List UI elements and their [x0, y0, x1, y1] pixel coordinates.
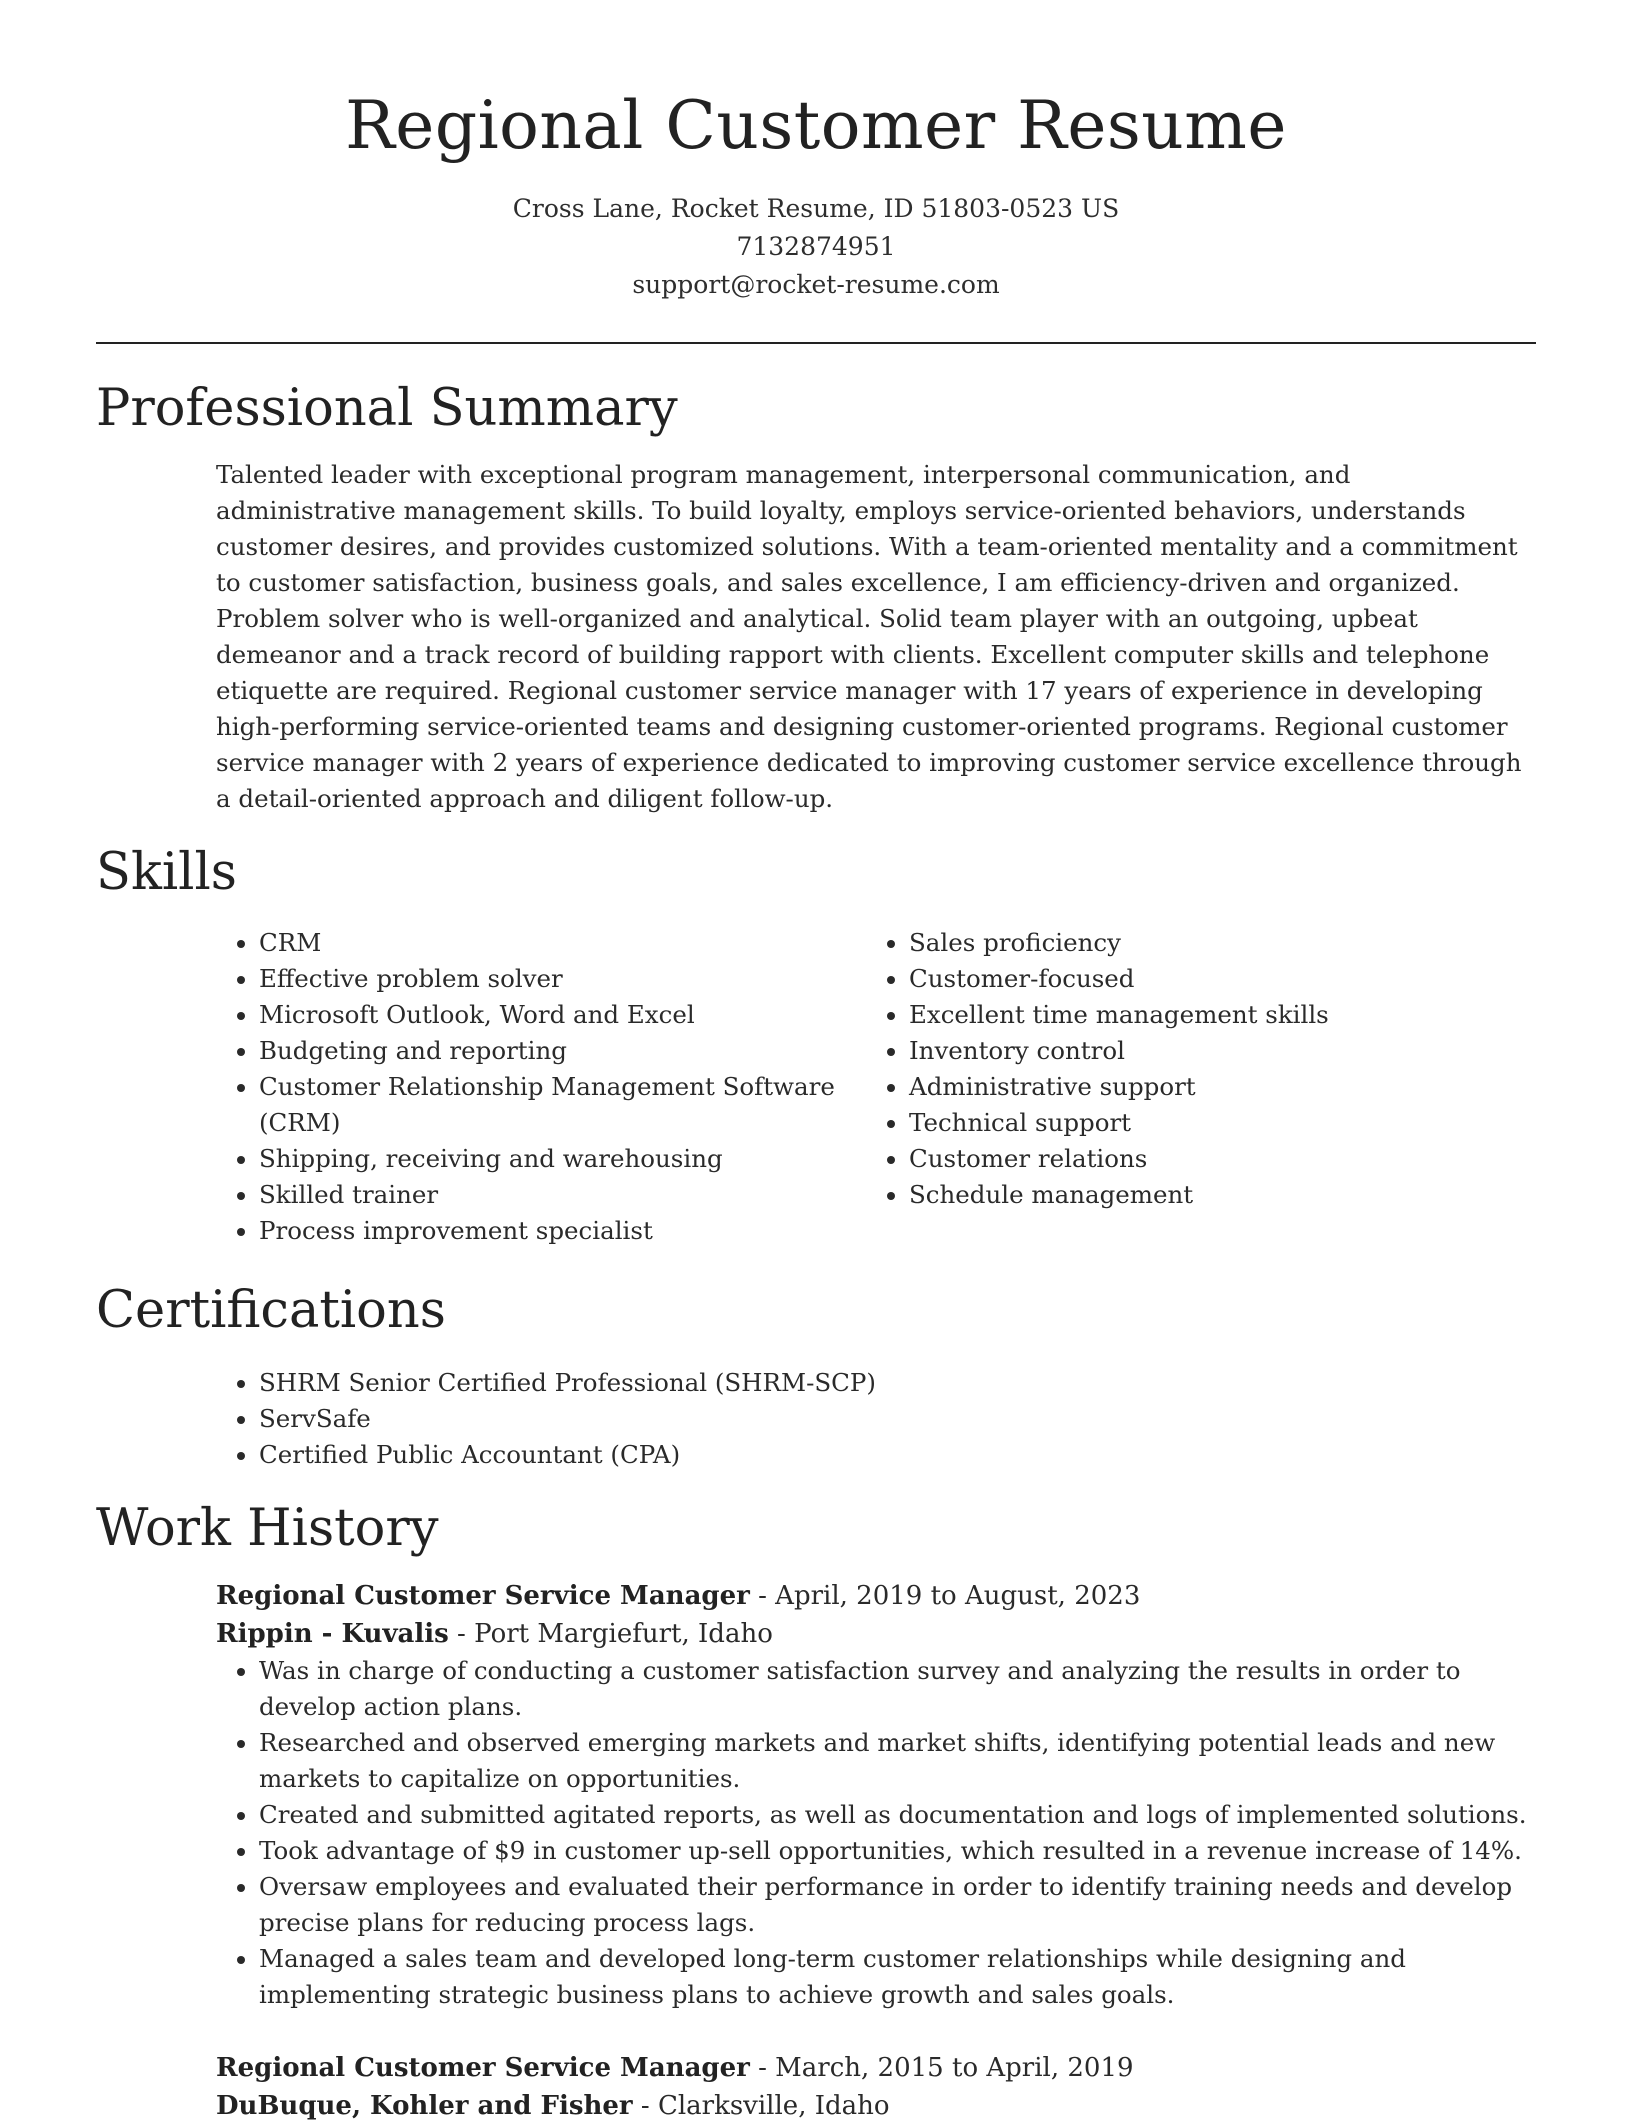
header-divider	[96, 342, 1536, 344]
responsibility-item: • Took advantage of $9 in customer up-sell opportunities, which resulted in a revenue increase of 14%.	[259, 1833, 1536, 1869]
work-history-section	[96, 1497, 1536, 2125]
skill-item: • Shipping, receiving and warehousing	[259, 1141, 866, 1177]
resume-header	[96, 0, 1536, 304]
job-entry	[216, 1577, 1536, 2013]
skills-list-right	[866, 925, 1516, 1213]
summary-heading: Professional Summary	[96, 379, 678, 438]
summary-text: Talented leader with exceptional program management, interpersonal communication, and administrative management skills. To build loyalty, employs service-oriented behaviors, understands customer desires, and provides customized solutions. With a team-oriented mentality and a commitment to customer satisfaction, business goals, and sales excellence, I am efficiency-driven and organized. Problem solver who is well-organized and analytical. Solid team player with an outgoing, upbeat demeanor and a track record of building rapport with clients. Excellent computer skills and telephone etiquette are required. Regional customer service manager with 17 years of experience in developing high-performing service-oriented teams and designing customer-oriented programs. Regional customer service manager with 2 years of experience dedicated to improving customer service excellence through a detail-oriented approach and diligent follow-up.	[216, 460, 1522, 813]
skill-item: • CRM	[259, 925, 866, 961]
skills-list-left	[216, 925, 866, 1249]
skills-heading: Skills	[96, 843, 237, 902]
resume-page	[96, 0, 1536, 2125]
responsibility-item: • Was in charge of conducting a customer satisfaction survey and analyzing the results in order to develop action plans.	[259, 1653, 1536, 1725]
responsibility-item: • Oversaw employees and evaluated their performance in order to identify training needs and develop precise plans for reducing process lags.	[259, 1869, 1536, 1941]
skill-item: • Effective problem solver	[259, 961, 866, 997]
certification-item: • ServSafe	[259, 1401, 1536, 1437]
certifications-list	[216, 1365, 1536, 1473]
job-location: Clarksville, Idaho	[657, 2091, 890, 2121]
responsibility-item: • Managed a sales team and developed long-term customer relationships while designing and implementing strategic business plans to achieve growth and sales goals.	[259, 1941, 1536, 2013]
skill-item: • Budgeting and reporting	[259, 1033, 866, 1069]
skill-item: • Customer Relationship Management Software (CRM)	[259, 1069, 866, 1141]
skill-item: • Customer-focused	[909, 961, 1516, 997]
job-role: Regional Customer Service Manager	[216, 2053, 750, 2083]
job-role: Regional Customer Service Manager	[216, 1581, 750, 1611]
certifications-heading: Certifications	[96, 1281, 446, 1340]
separator: -	[749, 2053, 776, 2083]
job-responsibilities	[216, 1653, 1536, 2013]
skill-item: • Sales proficiency	[909, 925, 1516, 961]
skill-item: • Skilled trainer	[259, 1177, 866, 1213]
contact-email: support@rocket-resume.com	[632, 270, 1000, 299]
work-history-heading: Work History	[96, 1499, 439, 1558]
resume-title: Regional Customer Resume	[345, 87, 1287, 164]
certification-item: • SHRM Senior Certified Professional (SHRM-SCP)	[259, 1365, 1536, 1401]
skills-columns	[216, 925, 1536, 1249]
skill-item: • Technical support	[909, 1105, 1516, 1141]
job-company: Rippin - Kuvalis	[216, 1619, 449, 1649]
job-title-line	[216, 1577, 1536, 1615]
certifications-wrapper	[216, 1365, 1536, 1473]
skill-item: • Inventory control	[909, 1033, 1516, 1069]
skills-column-right	[866, 925, 1516, 1249]
skills-section	[96, 841, 1536, 1249]
contact-phone: 7132874951	[736, 232, 896, 261]
contact-address: Cross Lane, Rocket Resume, ID 51803-0523 US	[512, 194, 1120, 223]
skill-item: • Customer relations	[909, 1141, 1516, 1177]
separator: -	[749, 1581, 776, 1611]
job-title-line	[216, 2049, 1536, 2087]
skill-item: • Microsoft Outlook, Word and Excel	[259, 997, 866, 1033]
responsibility-item: • Created and submitted agitated reports, as well as documentation and logs of implemented solutions.	[259, 1797, 1536, 1833]
skill-item: • Schedule management	[909, 1177, 1516, 1213]
separator: -	[632, 2091, 658, 2121]
certification-item: • Certified Public Accountant (CPA)	[259, 1437, 1536, 1473]
skill-item: • Excellent time management skills	[909, 997, 1516, 1033]
job-dates: March, 2015 to April, 2019	[775, 2053, 1134, 2083]
job-entry	[216, 2049, 1536, 2125]
certifications-section	[96, 1279, 1536, 1473]
separator: -	[448, 1619, 475, 1649]
job-company-line	[216, 1615, 1536, 1653]
job-dates: April, 2019 to August, 2023	[775, 1581, 1141, 1611]
skill-item: • Administrative support	[909, 1069, 1516, 1105]
job-company: DuBuque, Kohler and Fisher	[216, 2091, 633, 2121]
job-company-line	[216, 2087, 1536, 2125]
skills-column-left	[216, 925, 866, 1249]
job-location: Port Margiefurt, Idaho	[474, 1619, 773, 1649]
responsibility-item: • Researched and observed emerging markets and market shifts, identifying potential leads and new markets to capitalize on opportunities.	[259, 1725, 1536, 1797]
skill-item: • Process improvement specialist	[259, 1213, 866, 1249]
summary-section	[96, 377, 1536, 817]
